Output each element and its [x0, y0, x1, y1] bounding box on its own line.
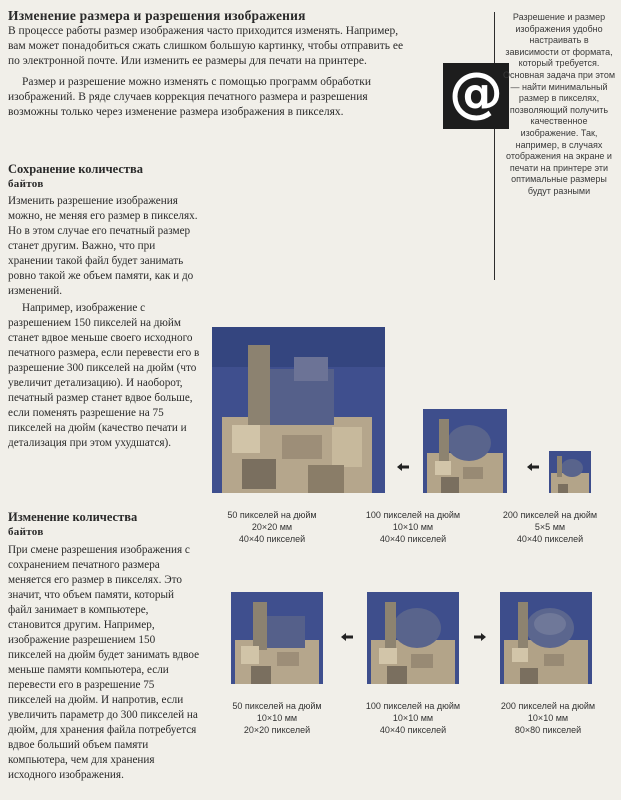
- intro-paragraph-1: В процессе работы размер изображения часто приходится изменять. Например, вам может понадобиться сжать слишком большую картинку, чтобы отправить ее по электронной почте. Или изменить ее размеры для печати на принтере.: [8, 25, 404, 67]
- caption-resolution: 200 пикселей на дюйм: [500, 701, 596, 711]
- section1-body: [8, 194, 200, 451]
- caption-resolution: 50 пикселей на дюйм: [227, 510, 317, 520]
- caption-row2-50ppi: [207, 700, 347, 736]
- caption-resolution: 100 пикселей на дюйм: [365, 701, 461, 711]
- arrow-left-icon: [527, 463, 539, 471]
- caption-pixel-size: 20×20 пикселей: [243, 725, 311, 735]
- caption-pixel-size: 80×80 пикселей: [514, 725, 582, 735]
- arrow-left-icon: [397, 463, 409, 471]
- section2-body: [8, 543, 200, 783]
- caption-resolution: 50 пикселей на дюйм: [232, 701, 322, 711]
- caption-row2-200ppi: [478, 700, 618, 736]
- caption-print-size: 5×5 мм: [534, 522, 566, 532]
- section2-heading: [8, 510, 137, 540]
- building-photo-100ppi: [423, 409, 507, 493]
- section2-title: Изменение количества: [8, 510, 138, 524]
- caption-row1-50ppi: [202, 509, 342, 545]
- building-photo-50ppi-small: [231, 592, 323, 684]
- caption-pixel-size: 40×40 пикселей: [379, 534, 447, 544]
- section1-subtitle: байтов: [8, 178, 44, 190]
- caption-pixel-size: 40×40 пикселей: [516, 534, 584, 544]
- caption-row1-200ppi: [480, 509, 620, 545]
- caption-resolution: 200 пикселей на дюйм: [502, 510, 598, 520]
- caption-row2-100ppi: [343, 700, 483, 736]
- caption-print-size: 20×20 мм: [251, 522, 293, 532]
- section1-heading: [8, 162, 143, 192]
- caption-pixel-size: 40×40 пикселей: [379, 725, 447, 735]
- caption-print-size: 10×10 мм: [256, 713, 298, 723]
- section1-title: Сохранение количества: [8, 162, 144, 176]
- building-photo-200ppi: [549, 451, 591, 493]
- caption-row1-100ppi: [343, 509, 483, 545]
- caption-resolution: 100 пикселей на дюйм: [365, 510, 461, 520]
- building-photo-200ppi-large: [500, 592, 592, 684]
- arrow-left-icon: [341, 633, 353, 641]
- caption-print-size: 10×10 мм: [392, 522, 434, 532]
- sidebar-note: Разрешение и размер изображения удобно настраивать в зависимости от формата, который требуется. Основная задача при этом — найти минимальный размер в пикселях, позволяющий получить качественное изображение. Так, например, в случаях отображения на экране и печати на принтере эти оптимальные размеры будут разными: [503, 12, 616, 196]
- building-photo-100ppi-medium: [367, 592, 459, 684]
- caption-pixel-size: 40×40 пикселей: [238, 534, 306, 544]
- arrow-right-icon: [474, 633, 486, 641]
- section1-paragraph-1: Изменить разрешение изображения можно, не меняя его размер в пикселях. Но в этом случае его печатный размер станет другим. Важно, что при хранении такой файл будет занимать ровно такой же объем памяти, как и до изменений.: [8, 195, 198, 297]
- intro-paragraph-2: Размер и разрешение можно изменять с помощью программ обработки изображений. В ряде случаев коррекция печатного размера и разрешения возможны только через изменение размера изображения в пикселях.: [8, 76, 371, 118]
- caption-print-size: 10×10 мм: [527, 713, 569, 723]
- page-title: Изменение размера и разрешения изображения: [8, 8, 306, 23]
- caption-print-size: 10×10 мм: [392, 713, 434, 723]
- section1-paragraph-2: Например, изображение с разрешением 150 пикселей на дюйм станет вдвое меньше своего исходного печатного размера, если перевести его в разрешение 300 пикселей на дюйм (что увеличит детализацию). И наоборот, печатный размер станет вдвое больше, если поменять разрешение на 75 пикселей на дюйм (качество печати и детализация при этом ухудшатся).: [8, 302, 200, 449]
- at-sign-icon: @: [443, 63, 509, 129]
- intro-text: [8, 24, 408, 120]
- sidebar-divider: [494, 12, 495, 280]
- building-photo-50ppi: [212, 327, 385, 493]
- section2-subtitle: байтов: [8, 526, 44, 538]
- section2-paragraph: При смене разрешения изображения с сохранением печатного размера меняется его размер в пикселях. Это значит, что объем памяти, который файл занимает в компьютере, становится другим. Например, изображение разрешением 150 пикселей на дюйм будет занимать вдвое меньше памяти компьютера, если перевести его в разрешение 75 пикселей на дюйм. И напротив, если увеличить параметр до 300 пикселей на дюйм, для хранения файла потребуется вдвое больший объем памяти компьютера, чем для хранения исходного изображения.: [8, 544, 200, 781]
